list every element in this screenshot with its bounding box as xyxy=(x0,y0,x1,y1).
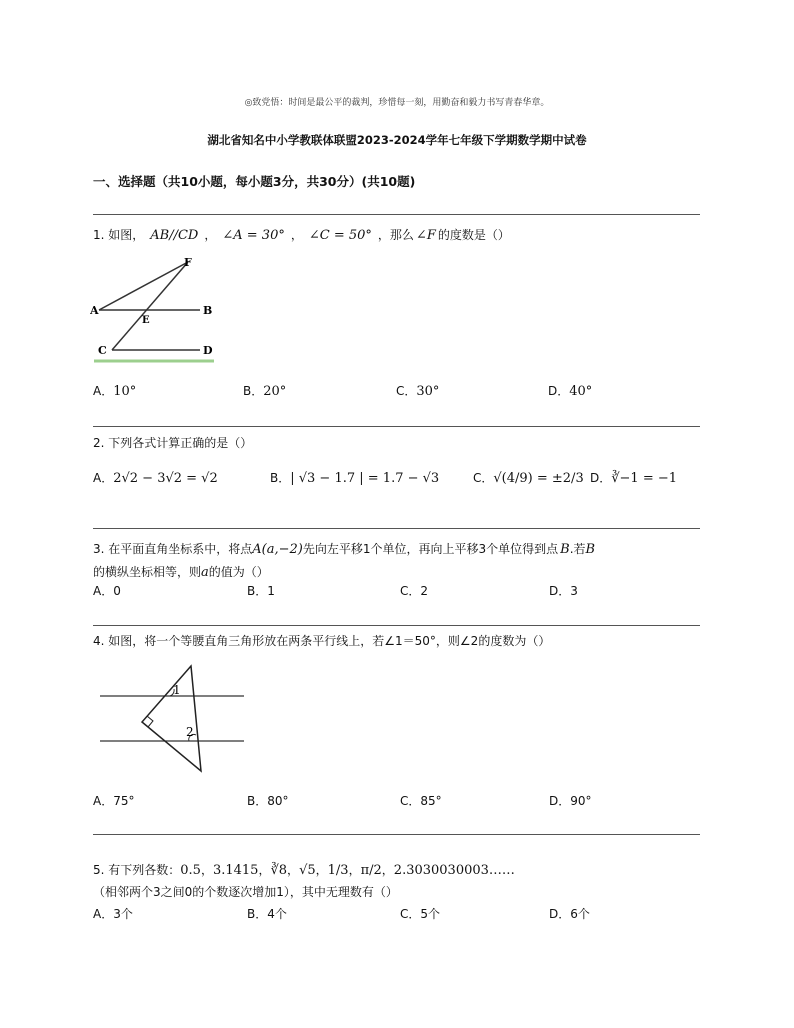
option-letter: C． xyxy=(400,907,421,921)
right-angle-mark xyxy=(147,716,153,727)
q3-text: 的值为（） xyxy=(208,565,269,579)
option-letter: D． xyxy=(549,907,571,921)
number-item: 0.5 xyxy=(180,863,201,878)
option-value: 2 xyxy=(420,584,429,598)
option-value: 85° xyxy=(420,794,442,808)
q3-point-b: B xyxy=(560,542,570,557)
option-letter: B． xyxy=(247,794,268,808)
question-2-stem: 2. 下列各式计算正确的是（） xyxy=(93,436,253,450)
q2-option-b[interactable] xyxy=(270,469,439,486)
number-item: √5 xyxy=(299,863,316,878)
section-heading: 一、选择题（共10小题，每小题3分，共30分）(共10题) xyxy=(93,174,416,189)
divider xyxy=(93,214,700,215)
q1-angle-a: ∠A = 30° xyxy=(222,228,285,243)
q1-sep: ， xyxy=(290,228,303,242)
divider xyxy=(93,426,700,427)
option-value: 90° xyxy=(570,794,592,808)
q1-angle-f: ∠F xyxy=(415,228,436,243)
segment-af xyxy=(99,262,188,310)
option-letter: A． xyxy=(93,584,114,598)
page-title: 湖北省知名中小学教联体联盟2023-2024学年七年级下学期数学期中试卷 xyxy=(207,133,587,147)
q2-option-d[interactable] xyxy=(590,469,677,486)
label-b: B xyxy=(203,304,213,317)
q1-lead: 1. 如图， xyxy=(93,228,145,242)
option-value: 4个 xyxy=(267,907,287,921)
option-value: 10° xyxy=(113,384,137,399)
option-value: 6个 xyxy=(570,907,590,921)
q1-tail: ，那么 xyxy=(377,228,414,242)
option-value: 2√2 − 3√2 = √2 xyxy=(113,471,218,486)
option-letter: D． xyxy=(590,471,612,485)
q3-point-a: A(a,−2) xyxy=(252,542,303,557)
q4-option-a[interactable] xyxy=(93,792,135,809)
question-4-stem: 4. 如图，将一个等腰直角三角形放在两条平行线上，若∠1＝50°，则∠2的度数为（） xyxy=(93,634,551,648)
option-letter: A． xyxy=(93,471,114,485)
divider xyxy=(93,834,700,835)
q1-sep: ， xyxy=(204,228,217,242)
option-value: ∛−1 = −1 xyxy=(611,471,678,486)
option-letter: D． xyxy=(549,794,571,808)
q3-option-b[interactable] xyxy=(247,582,275,599)
q3-option-d[interactable] xyxy=(549,582,578,599)
option-letter: B． xyxy=(243,384,264,398)
option-letter: A． xyxy=(93,384,114,398)
option-letter: A． xyxy=(93,907,114,921)
angle-label-1: 1 xyxy=(173,683,181,697)
q1-option-d[interactable] xyxy=(548,382,592,399)
question-5-line-2: （相邻两个3之间0的个数逐次增加1），其中无理数有（） xyxy=(93,885,398,899)
number-item: 1/3 xyxy=(327,863,349,878)
option-value: 3 xyxy=(570,584,578,598)
option-value: 80° xyxy=(267,794,289,808)
angle-label-2: 2 xyxy=(186,725,194,739)
q2-option-a[interactable] xyxy=(93,469,218,486)
number-item: ∛8 xyxy=(270,863,288,878)
q5-option-c[interactable] xyxy=(400,905,440,922)
q4-option-b[interactable] xyxy=(247,792,289,809)
option-letter: C． xyxy=(400,584,421,598)
q1-tail: 的度数是（） xyxy=(437,228,510,242)
number-item: 2.3030030003…… xyxy=(393,863,515,878)
label-c: C xyxy=(98,344,107,357)
option-letter: B． xyxy=(270,471,291,485)
q3-text: .若 xyxy=(569,542,586,556)
option-letter: D． xyxy=(549,584,571,598)
header-motto: ◎致党悟：时间是最公平的裁判，珍惜每一刻，用勤奋和毅力书写青春华章。 xyxy=(244,98,550,108)
q3-option-a[interactable] xyxy=(93,582,121,599)
segment-cf xyxy=(112,262,188,350)
question-4-figure xyxy=(96,660,248,778)
q1-option-c[interactable] xyxy=(396,382,439,399)
q3-lead: 3. 在平面直角坐标系中，将点 xyxy=(93,542,253,556)
option-value: 75° xyxy=(113,794,135,808)
option-value: 30° xyxy=(416,384,440,399)
q5-lead: 5. 有下列各数： xyxy=(93,863,181,877)
divider xyxy=(93,625,700,626)
q3-text: 的横纵坐标相等，则 xyxy=(93,565,202,579)
option-value: 40° xyxy=(569,384,593,399)
number-item: 3.1415 xyxy=(212,863,259,878)
question-3-line-2 xyxy=(93,563,269,580)
option-value: 5个 xyxy=(420,907,441,921)
q3-option-c[interactable] xyxy=(400,582,428,599)
q1-parallel: AB//CD xyxy=(150,228,199,243)
q5-option-d[interactable] xyxy=(549,905,590,922)
q4-option-d[interactable] xyxy=(549,792,592,809)
q2-option-c[interactable] xyxy=(473,469,584,486)
option-value: 3个 xyxy=(113,907,133,921)
option-value: | √3 − 1.7 | = 1.7 − √3 xyxy=(290,471,440,486)
q1-option-b[interactable] xyxy=(243,382,286,399)
label-f: F xyxy=(184,256,192,269)
question-1-figure xyxy=(90,254,220,364)
q3-point-b: B xyxy=(585,542,596,557)
q5-option-a[interactable] xyxy=(93,905,133,922)
q5-option-b[interactable] xyxy=(247,905,287,922)
option-letter: A． xyxy=(93,794,114,808)
q3-var-a: a xyxy=(201,565,209,580)
question-3-line-1 xyxy=(93,540,595,557)
label-d: D xyxy=(203,344,213,357)
option-letter: D． xyxy=(548,384,570,398)
option-letter: C． xyxy=(400,794,421,808)
question-5-line-1: 5. 有下列各数：0.5，3.1415，∛8，√5，1/3，π/2，2.3030030003…… xyxy=(93,863,515,878)
option-value: 0 xyxy=(113,584,121,598)
q1-option-a[interactable] xyxy=(93,382,136,399)
option-value: 1 xyxy=(267,584,275,598)
option-letter: C． xyxy=(473,471,494,485)
q3-text: 先向左平移1个单位，再向上平移3个单位得到点 xyxy=(302,542,559,556)
isosceles-right-triangle xyxy=(142,666,201,771)
divider xyxy=(93,528,700,529)
option-value: √(4/9) = ±2/3 xyxy=(493,471,584,486)
q1-angle-c: ∠C = 50° xyxy=(308,228,372,243)
option-letter: B． xyxy=(247,907,268,921)
option-value: 20° xyxy=(263,384,287,399)
label-a: A xyxy=(90,304,99,317)
option-letter: C． xyxy=(396,384,417,398)
number-item: π/2 xyxy=(360,863,382,878)
question-1-stem xyxy=(93,226,510,243)
option-letter: B． xyxy=(247,584,268,598)
q4-option-c[interactable] xyxy=(400,792,442,809)
label-e: E xyxy=(142,315,150,326)
